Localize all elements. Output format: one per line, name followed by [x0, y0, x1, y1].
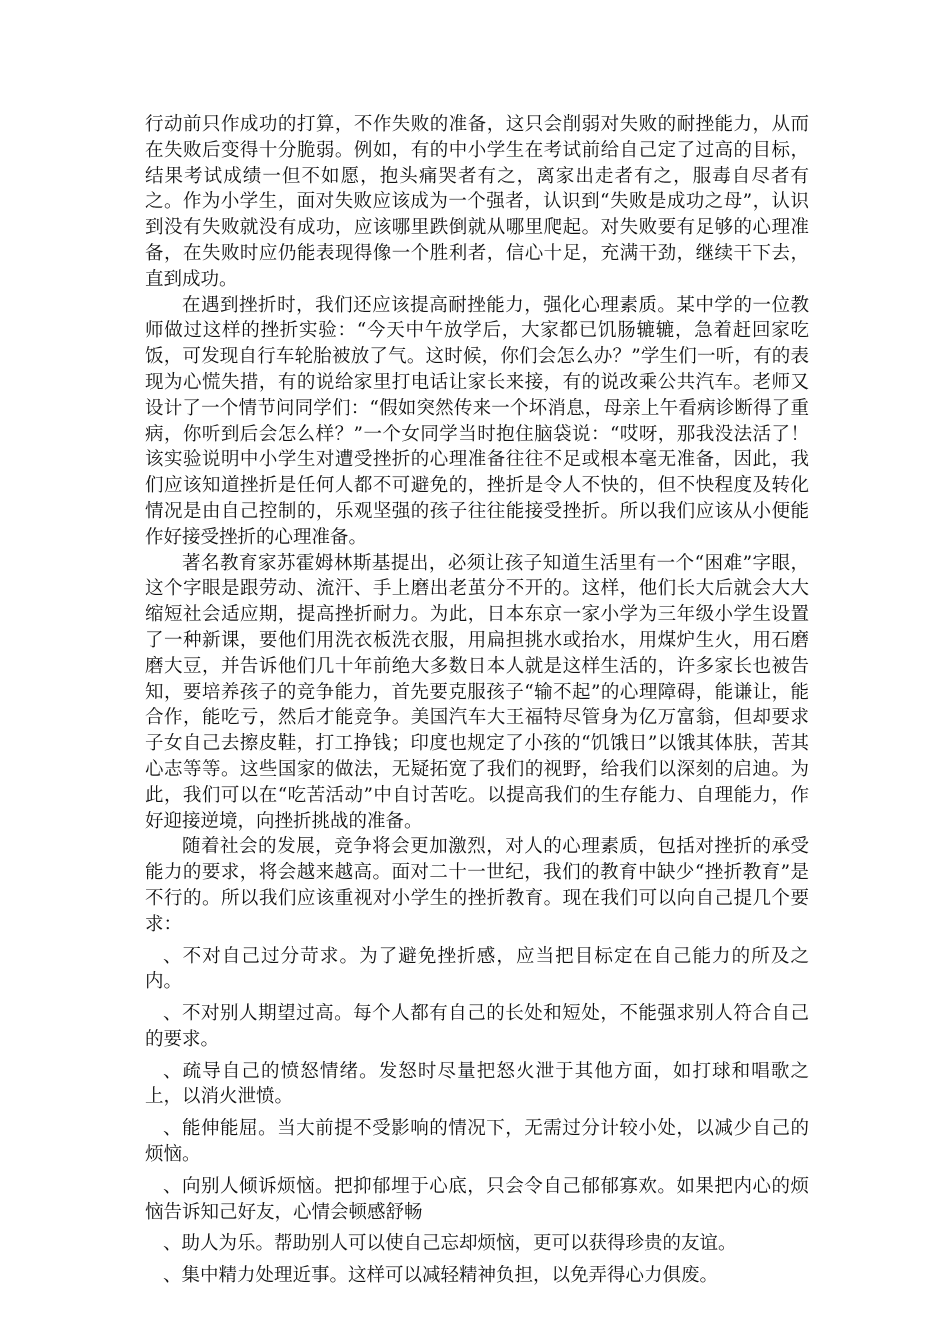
paragraph-hardship-education: 著名教育家苏霍姆林斯基提出，必须让孩子知道生活里有一个“困难”字眼，这个字眼是跟劳动、流汗、手上磨出老茧分不开的。这样，他们长大后就会大大缩短社会适应期，提高挫折耐力。为此，日本东京一家小学为三年级小学生设置了一种新课，要他们用洗衣板洗衣服，用扁担挑水或抬水，用煤炉生火，用石磨磨大豆，并告诉他们几十年前绝大多数日本人就是这样生活的，许多家长也被告知，要培养孩子的竞争能力，首先要克服孩子“输不起”的心理障碍，能谦让，能合作，能吃亏，然后才能竞争。美国汽车大王福特尽管身为亿万富翁，但却要求子女自己去擦皮鞋，打工挣钱；印度也规定了小孩的“饥饿日”以饿其体肤，苦其心志等等。这些国家的做法，无疑拓宽了我们的视野，给我们以深刻的启迪。为此，我们可以在“吃苦活动”中自讨苦吃。以提高我们的生存能力、自理能力，作好迎接逆境，向挫折挑战的准备。: [145, 552, 809, 832]
list-item: 、助人为乐。帮助别人可以使自己忘却烦恼，更可以获得珍贵的友谊。: [163, 1233, 737, 1255]
list-item: 、向别人倾诉烦恼。把抑郁埋于心底，只会令自己郁郁寡欢。如果把内心的烦恼告诉知己好友，心情会顿感舒畅: [145, 1175, 809, 1223]
list-item: 、集中精力处理近事。这样可以减轻精神负担，以免弄得心力俱废。: [163, 1265, 719, 1287]
list-item: 、能伸能屈。当大前提不受影响的情况下，无需过分计较小处，以减少自己的烦恼。: [145, 1118, 809, 1166]
list-item: 、疏导自己的愤怒情绪。发怒时尽量把怒火泄于其他方面，如打球和唱歌之上，以消火泄愤。: [145, 1060, 809, 1108]
paragraph-requirements-intro: 随着社会的发展，竞争将会更加激烈，对人的心理素质，包括对挫折的承受能力的要求，将会越来越高。面对二十一世纪，我们的教育中缺少“挫折教育”是不行的。所以我们应该重视对小学生的挫折教育。现在我们可以向自己提几个要求：: [145, 836, 809, 935]
list-item: 、不对别人期望过高。每个人都有自己的长处和短处，不能强求别人符合自己的要求。: [145, 1003, 809, 1050]
document-body: [145, 112, 828, 1295]
requirements-list: [145, 944, 809, 1290]
paragraph-failure-preparation: 行动前只作成功的打算，不作失败的准备，这只会削弱对失败的耐挫能力，从而在失败后变得十分脆弱。例如，有的中小学生在考试前给自己定了过高的目标，结果考试成绩一但不如愿，抱头痛哭者有之，离家出走者有之，服毒自尽者有之。作为小学生，面对失败应该成为一个强者，认识到“失败是成功之母”，认识到没有失败就没有成功，应该哪里跌倒就从哪里爬起。对失败要有足够的心理准备，在失败时应仍能表现得像一个胜利者，信心十足，充满干劲，继续干下去，直到成功。: [145, 114, 809, 290]
list-item: 、不对自己过分苛求。为了避免挫折感，应当把目标定在自己能力的所及之内。: [145, 945, 809, 993]
paragraph-frustration-experiment: 在遇到挫折时，我们还应该提高耐挫能力，强化心理素质。某中学的一位教师做过这样的挫折实验：“今天中午放学后，大家都已饥肠辘辘，急着赶回家吃饭，可发现自行车轮胎被放了气。这时候，你们会怎么办？”学生们一听，有的表现为心慌失措，有的说给家里打电话让家长来接，有的说改乘公共汽车。老师又设计了一个情节问同学们：“假如突然传来一个坏消息，母亲上午看病诊断得了重病，你听到后会怎么样？”一个女同学当时抱住脑袋说：“哎呀，那我没法活了！ 该实验说明中小学生对遭受挫折的心理准备往往不足或根本毫无准备，因此，我们应该知道挫折是任何人都不可避免的，挫折是令人不快的，但不快程度及转化情况是由自己控制的，乐观坚强的孩子往往能接受挫折。所以我们应该从小便能作好接受挫折的心理准备。: [145, 294, 828, 548]
